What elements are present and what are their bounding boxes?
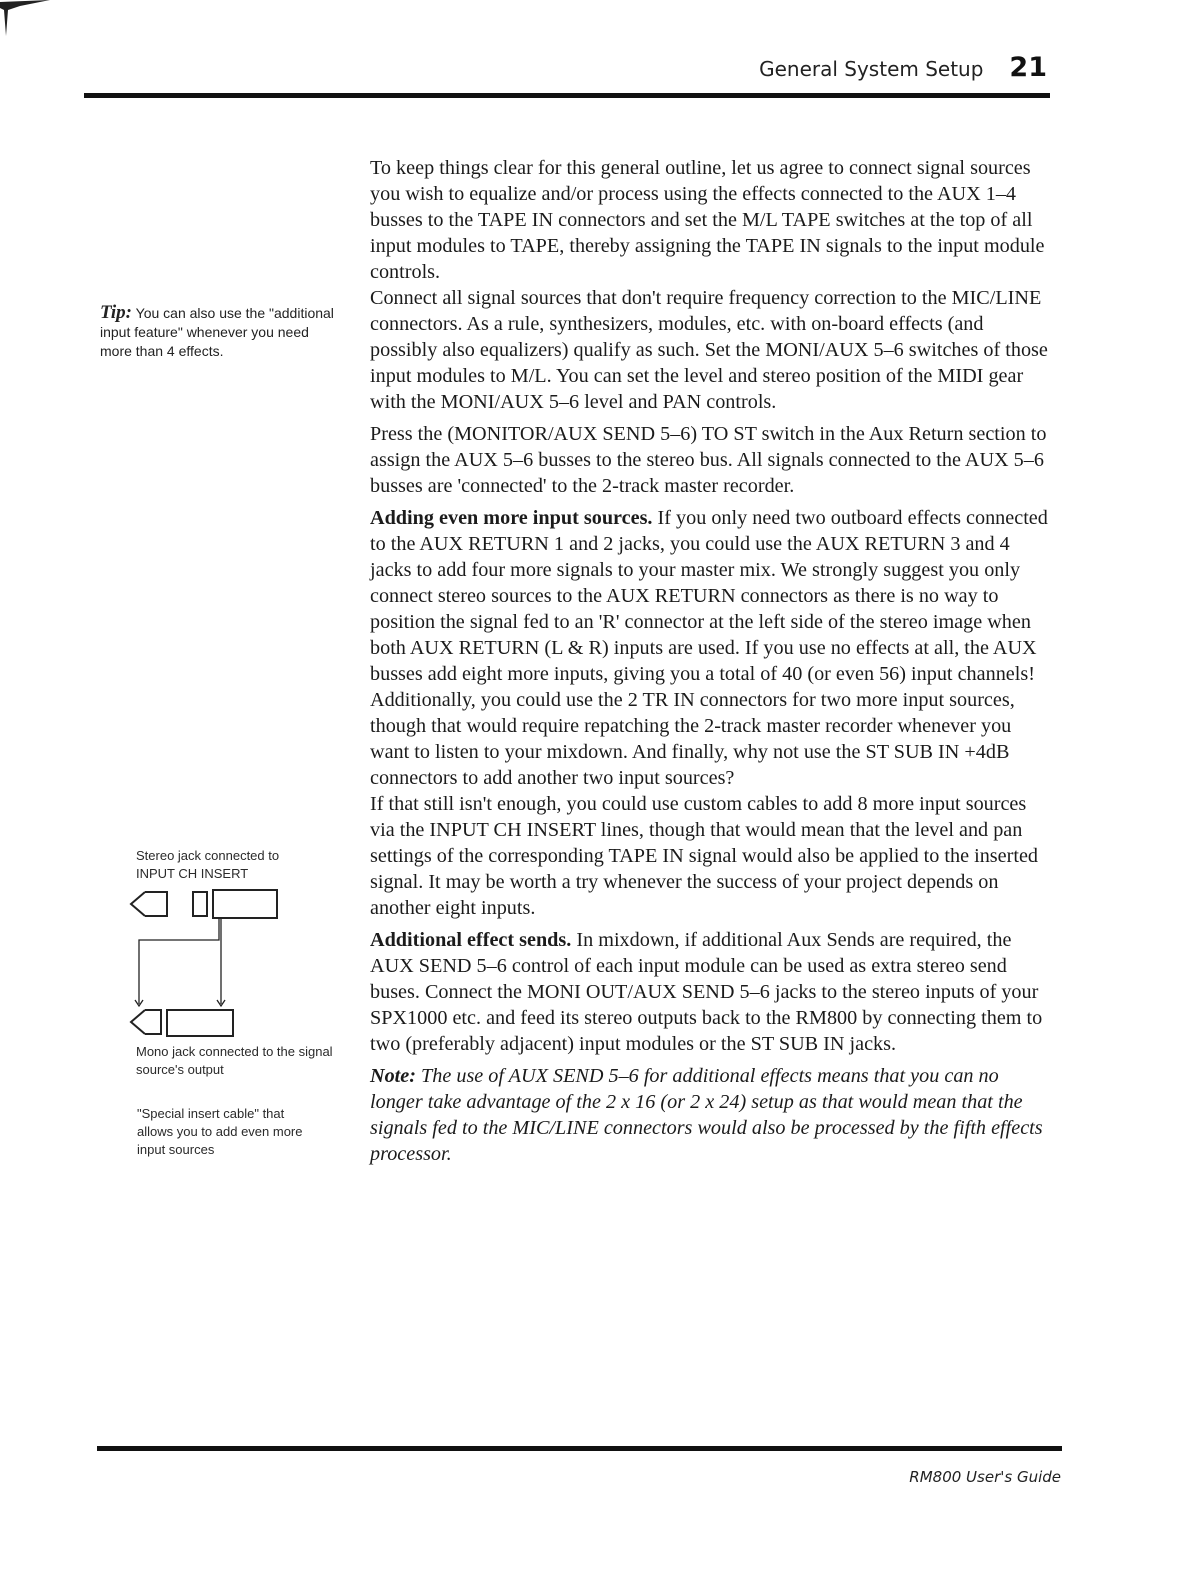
paragraph-6: If that still isn't enough, you could use custom cables to add 8 more input sources via the INPUT CH INSERT lines, though that would mean that the level and pan settings of the corresponding TAPE IN signal would also be applied to the inserted signal. It may be worth a try whenever the success of your project depends on another eight inputs. xyxy=(370,793,1038,919)
note-text: The use of AUX SEND 5–6 for additional effects means that you can no longer take advantage of the 2 x 16 (or 2 x 24) setup as that would mean that the signals fed to the MIC/LINE connectors would also be processed by the fifth effects processor. xyxy=(370,1065,1043,1165)
footer-guide-title: RM800 User's Guide xyxy=(909,1468,1061,1486)
paragraph-1: To keep things clear for this general outline, let us agree to connect signal sources you wish to equalize and/or process using the effects connected to the AUX 1–4 busses to the TAPE IN connectors and set the M/L TAPE switches at the top of all input modules to TAPE, thereby assigning the TAPE IN signals to the input module controls. xyxy=(370,157,1045,283)
page-number: 21 xyxy=(1009,52,1047,83)
stereo-jack-tip-icon xyxy=(131,892,145,916)
paragraph-7-lead: Additional effect sends. xyxy=(370,929,572,951)
paragraph-7-text: In mixdown, if additional Aux Sends are required, the AUX SEND 5–6 control of each input module can be used as extra stereo send buses. Connect the MONI OUT/AUX SEND 5–6 jacks to the stereo inputs of your SPX1000 etc. and feed its stereo outputs back to the RM800 by connecting them to two (preferably adjacent) input modules or the ST SUB IN jacks. xyxy=(370,929,1043,1055)
header-rule xyxy=(84,93,1050,98)
note-lead: Note: xyxy=(370,1065,416,1087)
page-header xyxy=(759,52,1047,83)
tip-text: You can also use the "additional input feature" whenever you need more than 4 effects. xyxy=(100,305,334,359)
mono-jack-caption: Mono jack connected to the signal source's output xyxy=(136,1044,333,1077)
stereo-jack-ring xyxy=(193,892,207,916)
paragraph-4-lead: Adding even more input sources. xyxy=(370,507,653,529)
paragraph-2: Connect all signal sources that don't require frequency correction to the MIC/LINE connectors. As a rule, synthesizers, modules, etc. with on-board effects (and possibly also equalizers) qualify as such. Set the MONI/AUX 5–6 switches of those input modules to M/L. You can set the level and stereo position of the MIDI gear with the MONI/AUX 5–6 level and PAN controls. xyxy=(370,287,1048,413)
paragraph-5: Additionally, you could use the 2 TR IN connectors for two more input sources, though that would require repatching the 2-track master recorder whenever you want to listen to your mixdown. And finally, why not use the ST SUB IN +4dB connectors to add another two input sources? xyxy=(370,689,1015,789)
insert-cable-diagram xyxy=(115,880,295,1050)
tip-box xyxy=(100,303,340,361)
stereo-jack-caption: Stereo jack connected to INPUT CH INSERT xyxy=(136,848,280,881)
paragraph-7 xyxy=(370,927,1054,1057)
stereo-jack-sleeve xyxy=(213,890,277,918)
tip-label: Tip: xyxy=(100,302,133,323)
mono-jack-tip-icon xyxy=(131,1010,145,1034)
paragraph-4-text: If you only need two outboard effects connected to the AUX RETURN 1 and 2 jacks, you could use the AUX RETURN 3 and 4 jacks to add four more signals to your master mix. We strongly suggest you only connect stereo sources to the AUX RETURN connectors as there is no way to position the signal fed to an 'R' connector at the left side of the stereo image when both AUX RETURN (L & R) inputs are used. If you use no effects at all, the AUX busses add eight more inputs, giving you a total of 40 (or even 56) input channels! xyxy=(370,507,1048,685)
mono-jack-sleeve xyxy=(167,1010,233,1036)
main-text xyxy=(370,155,1054,1167)
note-paragraph xyxy=(370,1063,1054,1167)
paragraph-4 xyxy=(370,505,1054,687)
paragraph-3: Press the (MONITOR/AUX SEND 5–6) TO ST switch in the Aux Return section to assign the AUX 5–6 busses to the stereo bus. All signals connected to the AUX 5–6 busses are 'connected' to the 2-track master recorder. xyxy=(370,423,1047,497)
section-title: General System Setup xyxy=(759,57,984,81)
scan-corner-mark xyxy=(0,0,60,40)
footer-rule xyxy=(97,1446,1062,1451)
special-cable-caption: "Special insert cable" that allows you to add even more input sources xyxy=(137,1106,303,1157)
